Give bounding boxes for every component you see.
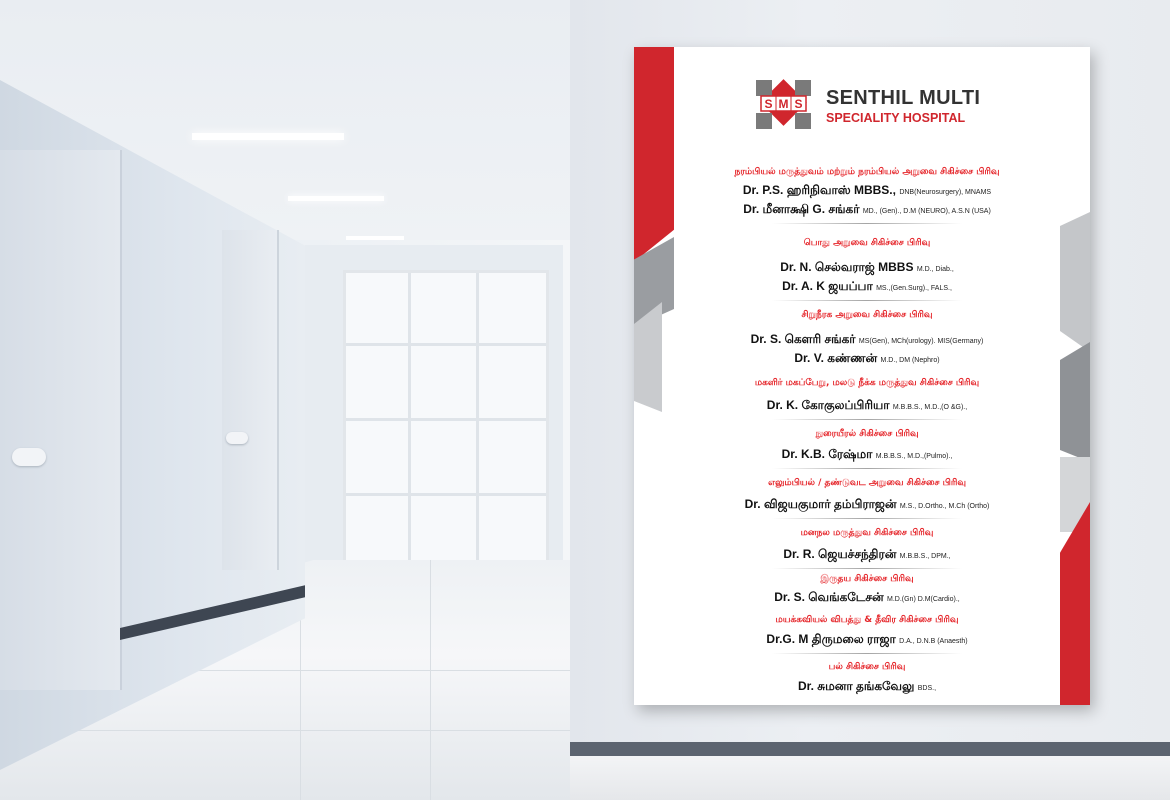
- doctor-entry: [674, 496, 1060, 515]
- doctor-entry: [674, 278, 1060, 297]
- department-title: மனநல மருத்துவ சிகிச்சை பிரிவு: [800, 528, 934, 538]
- doctor-credentials: MD., (Gen)., D.M (NEURO), A.S.N (USA): [862, 208, 991, 215]
- divider: [772, 568, 962, 569]
- doctor-credentials: MS(Gen), MCh(urology). MIS(Germany): [858, 338, 984, 345]
- doctor-name: Dr. விஜயகுமார் தம்பிராஜன்: [744, 497, 897, 511]
- doctor-entry: [674, 350, 1060, 369]
- window-mullion: [476, 273, 479, 573]
- divider: [772, 653, 962, 654]
- logo-letter: M: [778, 97, 789, 111]
- department-title: பல் சிகிச்சை பிரிவு: [828, 662, 906, 672]
- doctor-name: Dr. P.S. ஹரிநிவாஸ் MBBS.,: [742, 183, 896, 197]
- department-block: [674, 309, 1060, 369]
- department-title: எலும்பியல் / தண்டுவட அறுவை சிகிச்சை பிரிவு: [768, 478, 966, 488]
- doctor-credentials: M.S., D.Ortho., M.Ch (Ortho): [899, 503, 990, 510]
- doctor-credentials: MS.,(Gen.Surg)., FALS.,: [876, 285, 952, 292]
- brand-name: SENTHIL MULTI: [826, 87, 981, 109]
- ceiling-light: [192, 133, 344, 140]
- department-block: [674, 477, 1060, 519]
- window-transom: [346, 343, 546, 346]
- ceiling-light: [346, 236, 404, 240]
- doctor-credentials: M.B.B.S., DPM.,: [899, 553, 951, 560]
- department-title: இருதய சிகிச்சை பிரிவு: [820, 574, 914, 584]
- divider: [772, 518, 962, 519]
- logo-letter: S: [794, 97, 803, 111]
- doctor-entry: [674, 259, 1060, 278]
- doctor-credentials: M.D., Diab.,: [916, 266, 954, 273]
- doctor-credentials: BDS.,: [917, 685, 937, 692]
- ceiling-light: [288, 196, 384, 201]
- department-block: [674, 377, 1060, 420]
- baseboard: [570, 742, 1170, 756]
- doctor-entry: [674, 546, 1060, 565]
- doctor-entry: [674, 182, 1060, 201]
- doctors-directory-poster: [634, 47, 1090, 705]
- department-title: சிறுநீரக அறுவை சிகிச்சை பிரிவு: [801, 310, 933, 320]
- grey-accent-shape: [1060, 342, 1090, 462]
- floor-tile-line: [430, 560, 431, 800]
- door: [0, 150, 122, 690]
- doctor-name: Dr. R. ஜெயச்சந்திரன்: [783, 547, 897, 561]
- department-block: [674, 527, 1060, 569]
- department-title: மகளிர் மகப்பேறு, மலடு நீக்க மருத்துவ சிகிச்சை பிரிவு: [754, 378, 980, 388]
- corridor-window: [343, 270, 549, 576]
- divider: [772, 468, 962, 469]
- department-block: [674, 661, 1060, 697]
- department-block: [674, 166, 1060, 224]
- department-title: பொது அறுவை சிகிச்சை பிரிவு: [803, 238, 931, 248]
- hospital-logo: [746, 77, 821, 139]
- doctor-name: Dr. சுமனா தங்கவேலு: [797, 679, 915, 693]
- doctor-credentials: D.A., D.N.B (Anaesth): [899, 638, 968, 645]
- doctor-name: Dr. S. கௌரி சங்கர்: [750, 332, 856, 346]
- door-handle: [226, 432, 248, 444]
- department-title: நரம்பியல் மருத்துவம் மற்றும் நரம்பியல் அறுவை சிகிச்சை பிரிவு: [734, 167, 1000, 177]
- doctor-name: Dr. K.B. ரேஷ்மா: [781, 447, 873, 461]
- divider: [772, 300, 962, 301]
- logo-letter: S: [764, 97, 773, 111]
- grey-accent-shape: [1060, 212, 1090, 352]
- divider: [772, 223, 962, 224]
- doctor-credentials: M.D.(Gn) D.M(Cardio).,: [887, 596, 960, 603]
- doctor-entry: [674, 397, 1060, 416]
- floor-tile-line: [0, 730, 570, 731]
- doctor-entry: [674, 631, 1060, 650]
- doctor-entry: [674, 446, 1060, 465]
- doctor-entry: [674, 201, 1060, 220]
- doctor-name: Dr. V. கண்ணன்: [794, 351, 878, 365]
- brand-subtitle: SPECIALITY HOSPITAL: [826, 111, 966, 125]
- doctor-name: Dr. K. கோகுலப்பிரியா: [766, 398, 890, 412]
- divider: [772, 419, 962, 420]
- window-mullion: [408, 273, 411, 573]
- doctor-entry: [674, 331, 1060, 350]
- department-title: நுரையீரல் சிகிச்சை பிரிவு: [815, 429, 919, 439]
- department-block: [674, 237, 1060, 301]
- doctor-name: Dr. A. K ஜயப்பா: [782, 279, 873, 293]
- doctor-entry: [674, 678, 1060, 697]
- doctor-credentials: M.B.B.S., M.D.,(Pulmo).,: [875, 453, 953, 460]
- department-block: [674, 428, 1060, 469]
- doctor-name: Dr. S. வெங்கடேசன்: [774, 590, 884, 604]
- door-handle: [12, 448, 46, 466]
- window-transom: [346, 493, 546, 496]
- floor: [570, 756, 1170, 800]
- doctor-credentials: M.D., DM (Nephro): [880, 357, 940, 364]
- department-block: [674, 614, 1060, 654]
- doctor-name: Dr. மீனாக்ஷி G. சங்கர்: [743, 202, 860, 216]
- doctor-credentials: DNB(Neurosurgery), MNAMS: [899, 189, 992, 196]
- red-accent-shape: [1060, 502, 1090, 705]
- window-transom: [346, 418, 546, 421]
- doctor-name: Dr. N. செல்வராஜ் MBBS: [780, 260, 914, 274]
- doctor-credentials: M.B.B.S., M.D.,(O &G).,: [892, 404, 968, 411]
- doctor-name: Dr.G. M திருமலை ராஜா: [766, 632, 896, 646]
- door: [222, 230, 279, 570]
- department-block: [674, 573, 1060, 608]
- department-title: மயக்கவியல் விபத்து & தீவிர சிகிச்சை பிரிவு: [775, 615, 959, 625]
- doctor-entry: [674, 589, 1060, 608]
- red-accent-shape: [634, 47, 674, 262]
